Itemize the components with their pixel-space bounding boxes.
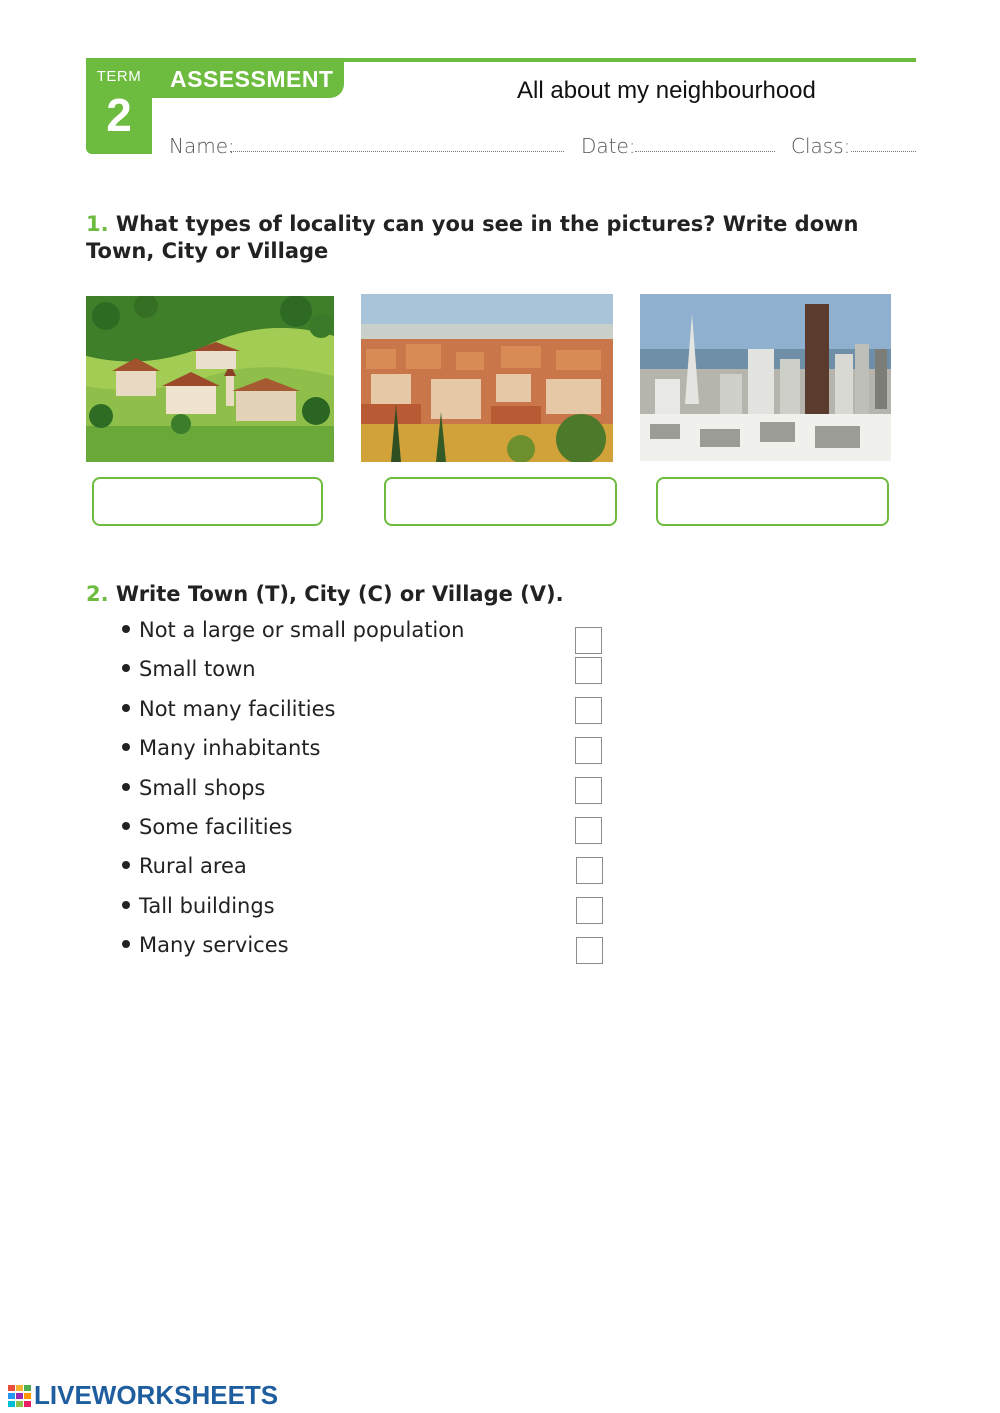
list-item: Tall buildings: [122, 894, 275, 918]
brand-logo-text: LIVEWORKSHEETS: [34, 1380, 279, 1410]
answer-input[interactable]: [575, 627, 602, 654]
town-picture: [361, 294, 613, 462]
list-item: Many services: [122, 933, 289, 957]
answer-input[interactable]: [575, 737, 602, 764]
answer-box-town[interactable]: [384, 477, 617, 526]
answer-box-city[interactable]: [656, 477, 889, 526]
question-2-text: Write Town (T), City (C) or Village (V).: [115, 582, 564, 606]
assessment-tab: [152, 62, 344, 98]
question-2-number: 2.: [86, 582, 109, 606]
list-item: Small town: [122, 657, 256, 681]
liveworksheets-logo-icon: [8, 1385, 32, 1407]
list-item: Not a large or small population: [122, 618, 464, 642]
city-picture: [640, 294, 891, 461]
term-number: 2: [106, 89, 132, 141]
name-label: Name:: [169, 134, 235, 158]
page-title: All about my neighbourhood: [517, 77, 816, 104]
answer-input[interactable]: [575, 817, 602, 844]
answer-input[interactable]: [576, 857, 603, 884]
answer-input[interactable]: [575, 657, 602, 684]
list-item: Small shops: [122, 776, 265, 800]
village-picture: [86, 296, 334, 462]
question-1-text: What types of locality can you see in the pictures? Write down Town, City or Village: [86, 212, 859, 263]
date-field[interactable]: [635, 151, 775, 152]
term-badge: [86, 58, 152, 154]
answer-input[interactable]: [575, 697, 602, 724]
date-label: Date:: [581, 134, 636, 158]
question-1-number: 1.: [86, 212, 109, 236]
answer-input[interactable]: [575, 777, 602, 804]
answer-input[interactable]: [576, 937, 603, 964]
name-field[interactable]: [230, 151, 564, 152]
list-item: Not many facilities: [122, 697, 335, 721]
question-1-title: [86, 211, 916, 265]
class-field[interactable]: [851, 151, 916, 152]
list-item: Many inhabitants: [122, 736, 320, 760]
list-item: Rural area: [122, 854, 247, 878]
list-item: Some facilities: [122, 815, 292, 839]
answer-box-village[interactable]: [92, 477, 323, 526]
assessment-label: ASSESSMENT: [170, 66, 334, 92]
answer-input[interactable]: [576, 897, 603, 924]
term-label: TERM: [96, 68, 142, 85]
question-2-title: [86, 581, 564, 608]
class-label: Class:: [791, 134, 851, 158]
